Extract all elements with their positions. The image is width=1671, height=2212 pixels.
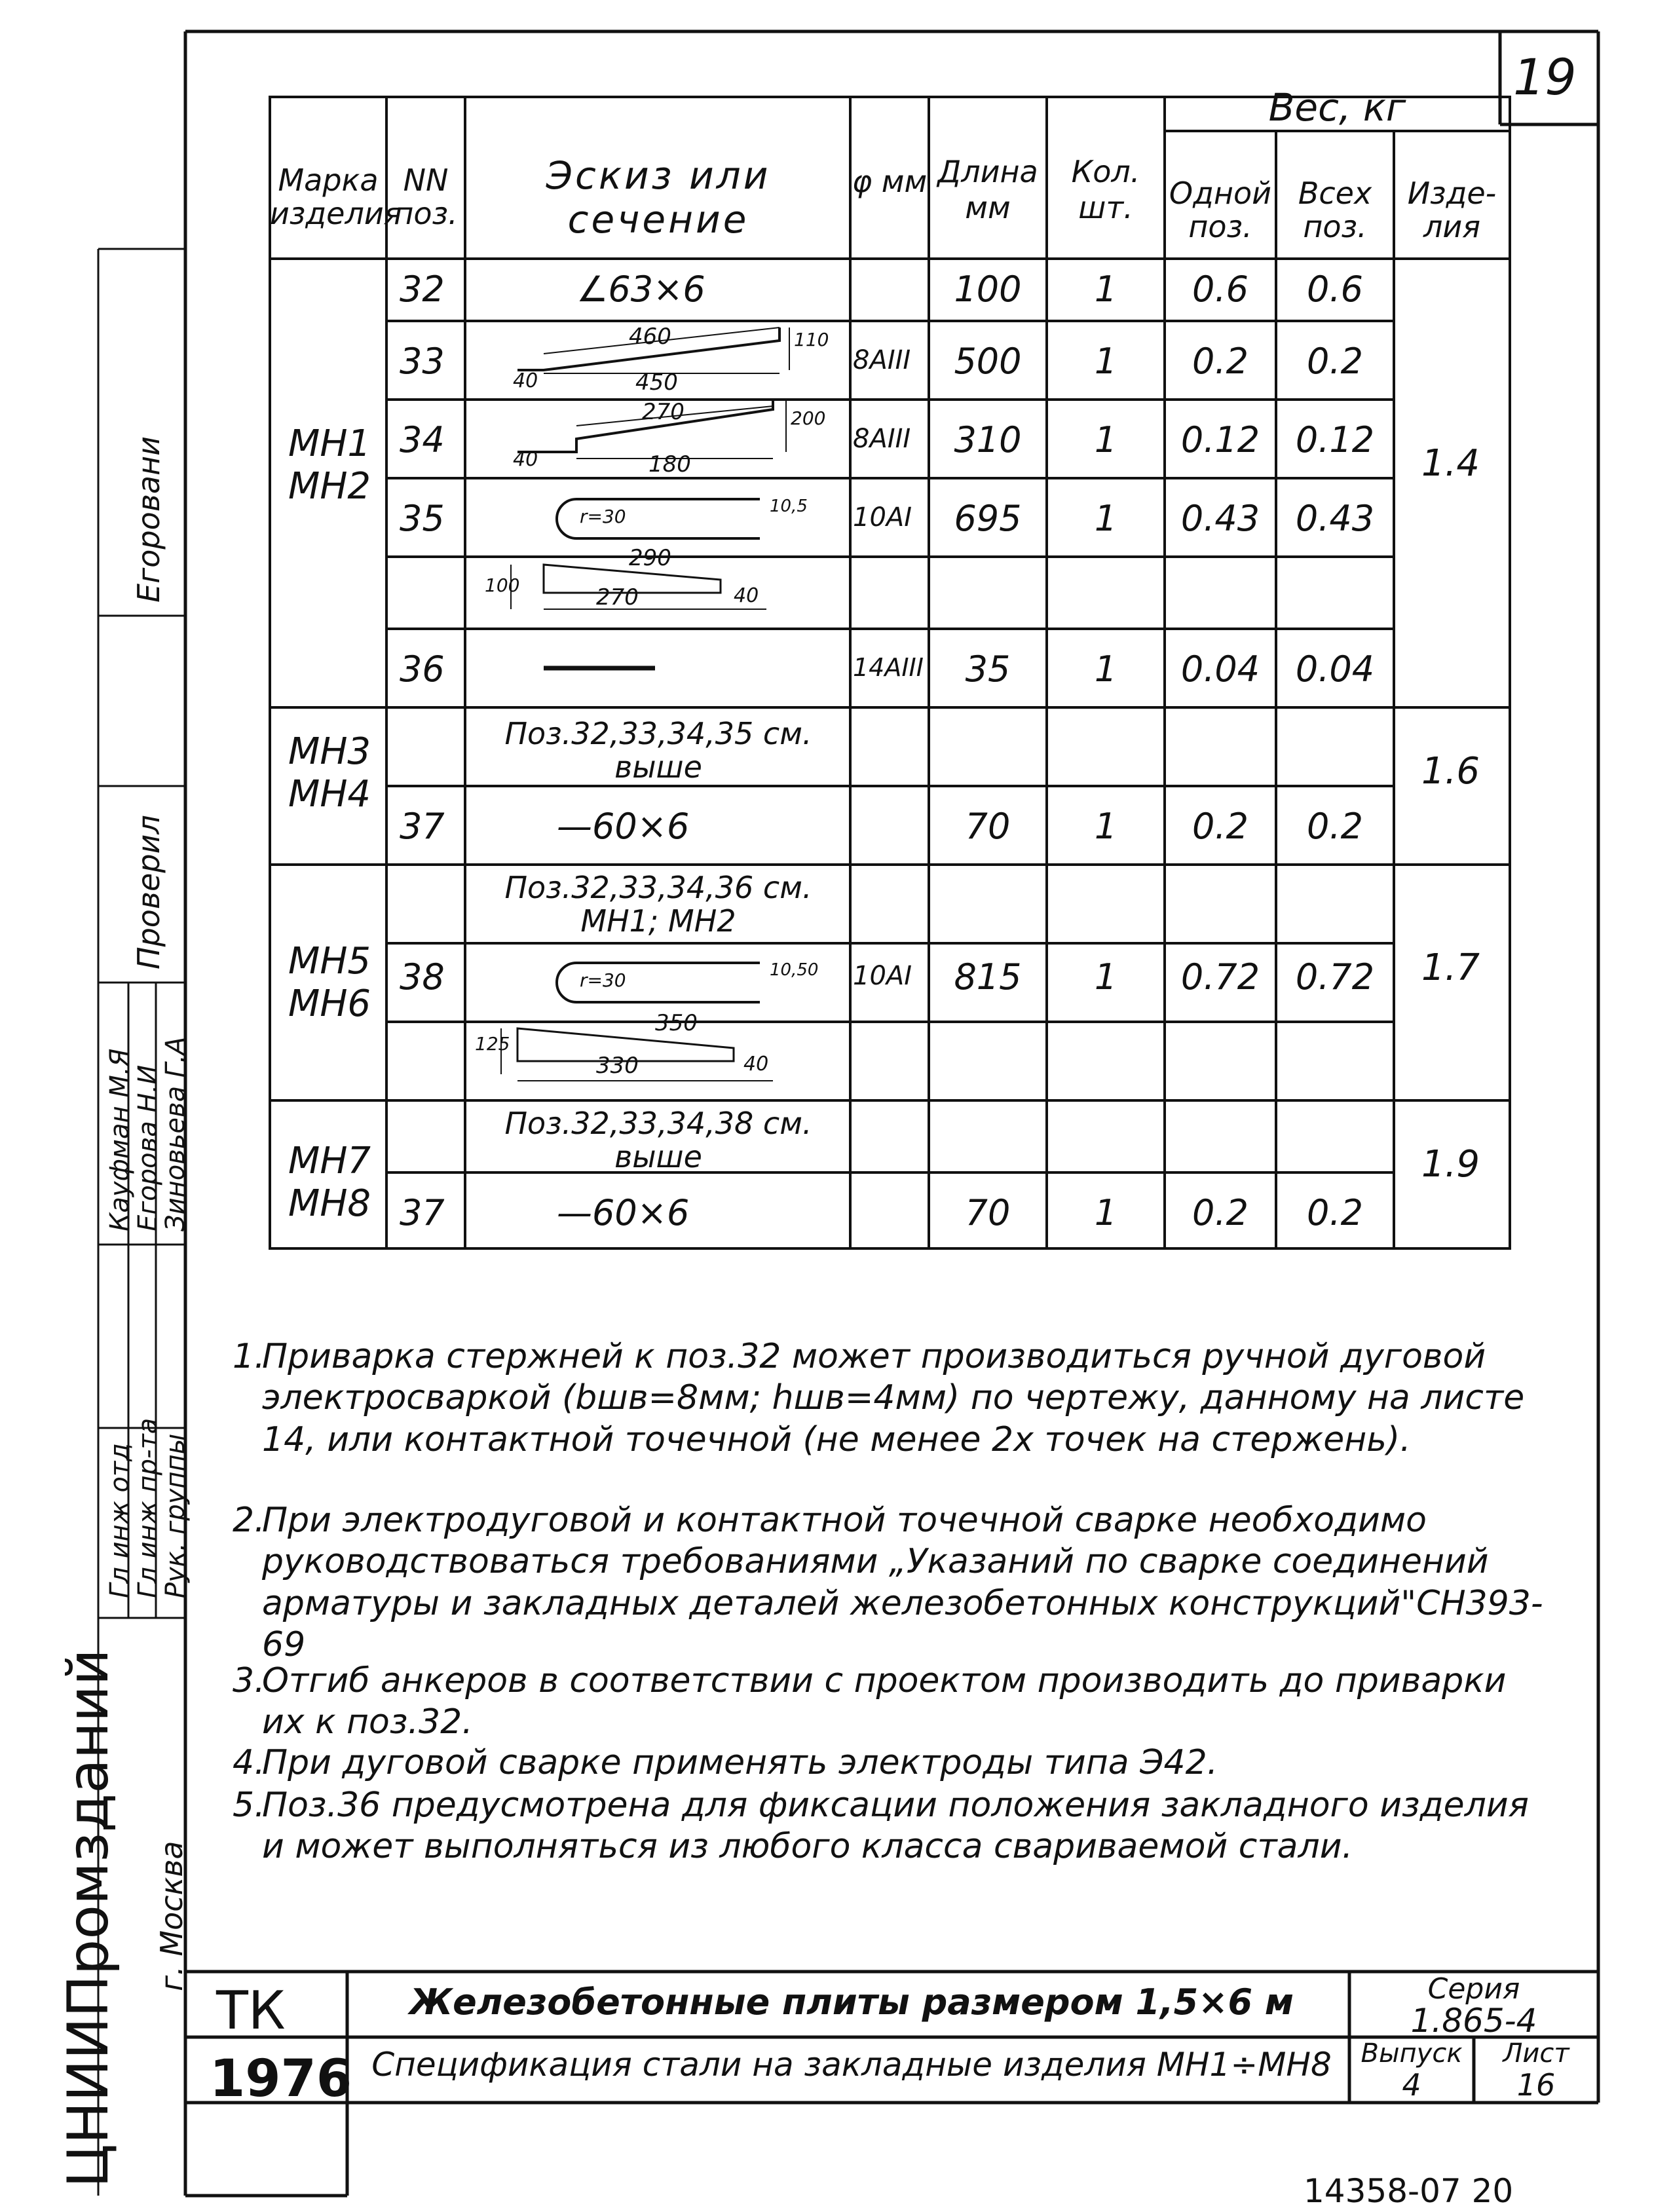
mark-mn3: МН3 (288, 730, 371, 773)
header-weight-all: Всех поз. (1298, 176, 1372, 244)
row-diam: 10AI (853, 502, 912, 533)
item-weight-4: 1.9 (1421, 1143, 1480, 1186)
item-weight-2: 1.6 (1421, 750, 1480, 793)
header-length: Длина мм (937, 154, 1038, 226)
dim-33-bottom: 450 (635, 369, 678, 396)
row-qty: 1 (1094, 806, 1117, 847)
side-role: Гл инж отд (105, 1443, 135, 1598)
row-w-one: 0.2 (1192, 806, 1249, 847)
row-diam: 14AIII (853, 653, 924, 682)
row-pos: 38 (400, 956, 445, 998)
row-w-all: 0.43 (1295, 498, 1375, 539)
header-diam: φ мм (852, 164, 928, 199)
row-length: 815 (954, 956, 1022, 998)
item-weight-1: 1.4 (1421, 442, 1480, 485)
side-name: Егорова Н.И (133, 1064, 163, 1231)
archive-number: 14358-07 20 (1304, 2172, 1514, 2210)
title-line-2: Спецификация стали на закладные изделия МН1÷МН8 (371, 2046, 1332, 2084)
row-pos: 33 (400, 341, 445, 382)
row-pos: 37 (400, 1192, 445, 1233)
dim-34-bottom: 180 (648, 451, 691, 478)
row-length: 70 (965, 806, 1011, 847)
row-w-all: 0.2 (1307, 806, 1363, 847)
header-pos: NN поз. (394, 162, 458, 231)
item-weight-3: 1.7 (1421, 947, 1480, 989)
dim-38-left: 125 (475, 1033, 510, 1055)
row-w-all: 0.72 (1295, 956, 1375, 998)
row-length: 100 (954, 269, 1022, 310)
mark-mn2: МН2 (288, 465, 371, 508)
row-pos: 36 (400, 648, 445, 690)
org-code: ТК (216, 1980, 286, 2041)
dim-33-right: 110 (794, 329, 829, 350)
row-pos: 32 (400, 269, 445, 310)
row-sketch: ∠63×6 (576, 269, 705, 310)
row-w-one: 0.2 (1192, 341, 1249, 382)
mark-mn5: МН5 (288, 940, 371, 983)
row-length: 35 (965, 648, 1011, 690)
dim-38-bottom: 330 (596, 1053, 639, 1079)
year: 1976 (210, 2050, 352, 2109)
dim-35-bottom: 270 (596, 584, 639, 610)
mark-mn7: МН7 (288, 1140, 371, 1182)
series-value: 1.865-4 (1410, 2002, 1537, 2040)
dim-38-radius: r=30 (580, 969, 626, 991)
row-w-one: 0.43 (1180, 498, 1260, 539)
header-mark: Марка изделия (270, 162, 402, 231)
mark-mn8: МН8 (288, 1182, 371, 1225)
dim-38-top: 350 (655, 1010, 698, 1036)
row-pos: 35 (400, 498, 445, 539)
row-reference: Поз.32,33,34,35 см. выше (504, 716, 812, 785)
side-city: г. Москва (154, 1841, 189, 1991)
note-item: 3. Отгиб анкеров в соответствии с проектом производить до приварки их к поз.32. (233, 1661, 1507, 1742)
row-length: 70 (965, 1192, 1011, 1233)
dim-34-top: 270 (642, 399, 685, 425)
header-weight-one: Одной поз. (1169, 176, 1272, 244)
row-qty: 1 (1094, 269, 1117, 310)
note-item: 4. При дуговой сварке применять электроды типа Э42. (233, 1743, 1218, 1782)
row-w-all: 0.04 (1295, 648, 1375, 690)
header-weight-item: Изде- лия (1407, 176, 1497, 244)
row-qty: 1 (1094, 956, 1117, 998)
dim-35-right: 40 (734, 584, 759, 607)
row-pos: 34 (400, 419, 445, 460)
row-length: 500 (954, 341, 1022, 382)
note-item: 1. Приварка стержней к поз.32 может производиться ручной дуговой электросваркой (bшв=8мм; hшв=4мм) по чертежу, данному на листе 14, или контактной точечной (не менее 2х точек на стержень). (233, 1337, 1525, 1459)
title-line-1: Железобетонные плиты размером 1,5×6 м (409, 1981, 1294, 2023)
dim-35-top: 290 (629, 545, 671, 571)
side-org: ЦНИИПромзданий (56, 1649, 121, 2188)
row-diam: 8AIII (853, 424, 911, 454)
row-w-one: 0.12 (1180, 419, 1260, 460)
sheet-number: 19 (1513, 48, 1577, 106)
row-length: 695 (954, 498, 1022, 539)
row-length: 310 (954, 419, 1022, 460)
mark-mn1: МН1 (288, 422, 371, 465)
issue-label: Выпуск (1361, 2038, 1463, 2069)
row-qty: 1 (1094, 341, 1117, 382)
row-qty: 1 (1094, 419, 1117, 460)
dim-33-top: 460 (629, 324, 671, 350)
dim-35-radius: r=30 (580, 506, 626, 527)
row-qty: 1 (1094, 498, 1117, 539)
side-role: Рук. группы (160, 1433, 191, 1598)
dim-33-left: 40 (513, 369, 538, 392)
note-item: 5. Поз.36 предусмотрена для фиксации положения закладного изделия и может выполняться из любого класса свариваемой стали. (233, 1786, 1529, 1867)
row-qty: 1 (1094, 1192, 1117, 1233)
side-name: Зиновьева Г.А (160, 1036, 191, 1231)
header-weight-group: Вес, кг (1268, 85, 1406, 130)
row-pos: 37 (400, 806, 445, 847)
header-qty: Кол. шт. (1071, 154, 1140, 226)
row-sketch: —60×6 (557, 1192, 690, 1233)
dim-34-left: 40 (513, 448, 538, 471)
mark-mn4: МН4 (288, 773, 371, 815)
row-w-all: 0.2 (1307, 1192, 1363, 1233)
sheet-label: Лист (1503, 2038, 1569, 2069)
dim-35-end: 10,5 (770, 497, 808, 516)
row-w-one: 0.2 (1192, 1192, 1249, 1233)
mark-mn6: МН6 (288, 983, 371, 1025)
row-reference: Поз.32,33,34,38 см. выше (504, 1106, 812, 1174)
row-diam: 10AI (853, 961, 912, 991)
dim-38-end: 10,50 (770, 960, 819, 980)
row-w-one: 0.72 (1180, 956, 1260, 998)
row-reference: Поз.32,33,34,36 см. МН1; МН2 (504, 870, 812, 939)
side-role: Гл инж пр-та (133, 1417, 163, 1598)
issue-value: 4 (1402, 2067, 1421, 2103)
row-w-all: 0.2 (1307, 341, 1363, 382)
dim-35-left: 100 (485, 574, 520, 596)
dim-38-right: 40 (743, 1053, 769, 1076)
row-sketch: —60×6 (557, 806, 690, 847)
row-w-all: 0.6 (1307, 269, 1363, 310)
row-w-one: 0.04 (1180, 648, 1260, 690)
sheet-value: 16 (1516, 2067, 1556, 2103)
note-item: 2. При электродуговой и контактной точечной сварке необходимо руководствоваться требованиями „Указаний по сварке соединений арматуры и закладных деталей железобетонных конструкций"СН393-69 (233, 1501, 1543, 1665)
side-checked: Проверил (131, 815, 166, 969)
side-name: Кауфман М.Я (105, 1048, 135, 1231)
row-qty: 1 (1094, 648, 1117, 690)
side-drawn: Егоровани (131, 436, 166, 603)
row-w-one: 0.6 (1192, 269, 1249, 310)
row-w-all: 0.12 (1295, 419, 1375, 460)
dim-34-right: 200 (791, 407, 826, 429)
header-sketch: Эскиз или сечение (546, 153, 771, 242)
row-diam: 8AIII (853, 345, 911, 375)
series-label: Серия (1427, 1972, 1520, 2006)
sketch-drawings (501, 324, 789, 1081)
